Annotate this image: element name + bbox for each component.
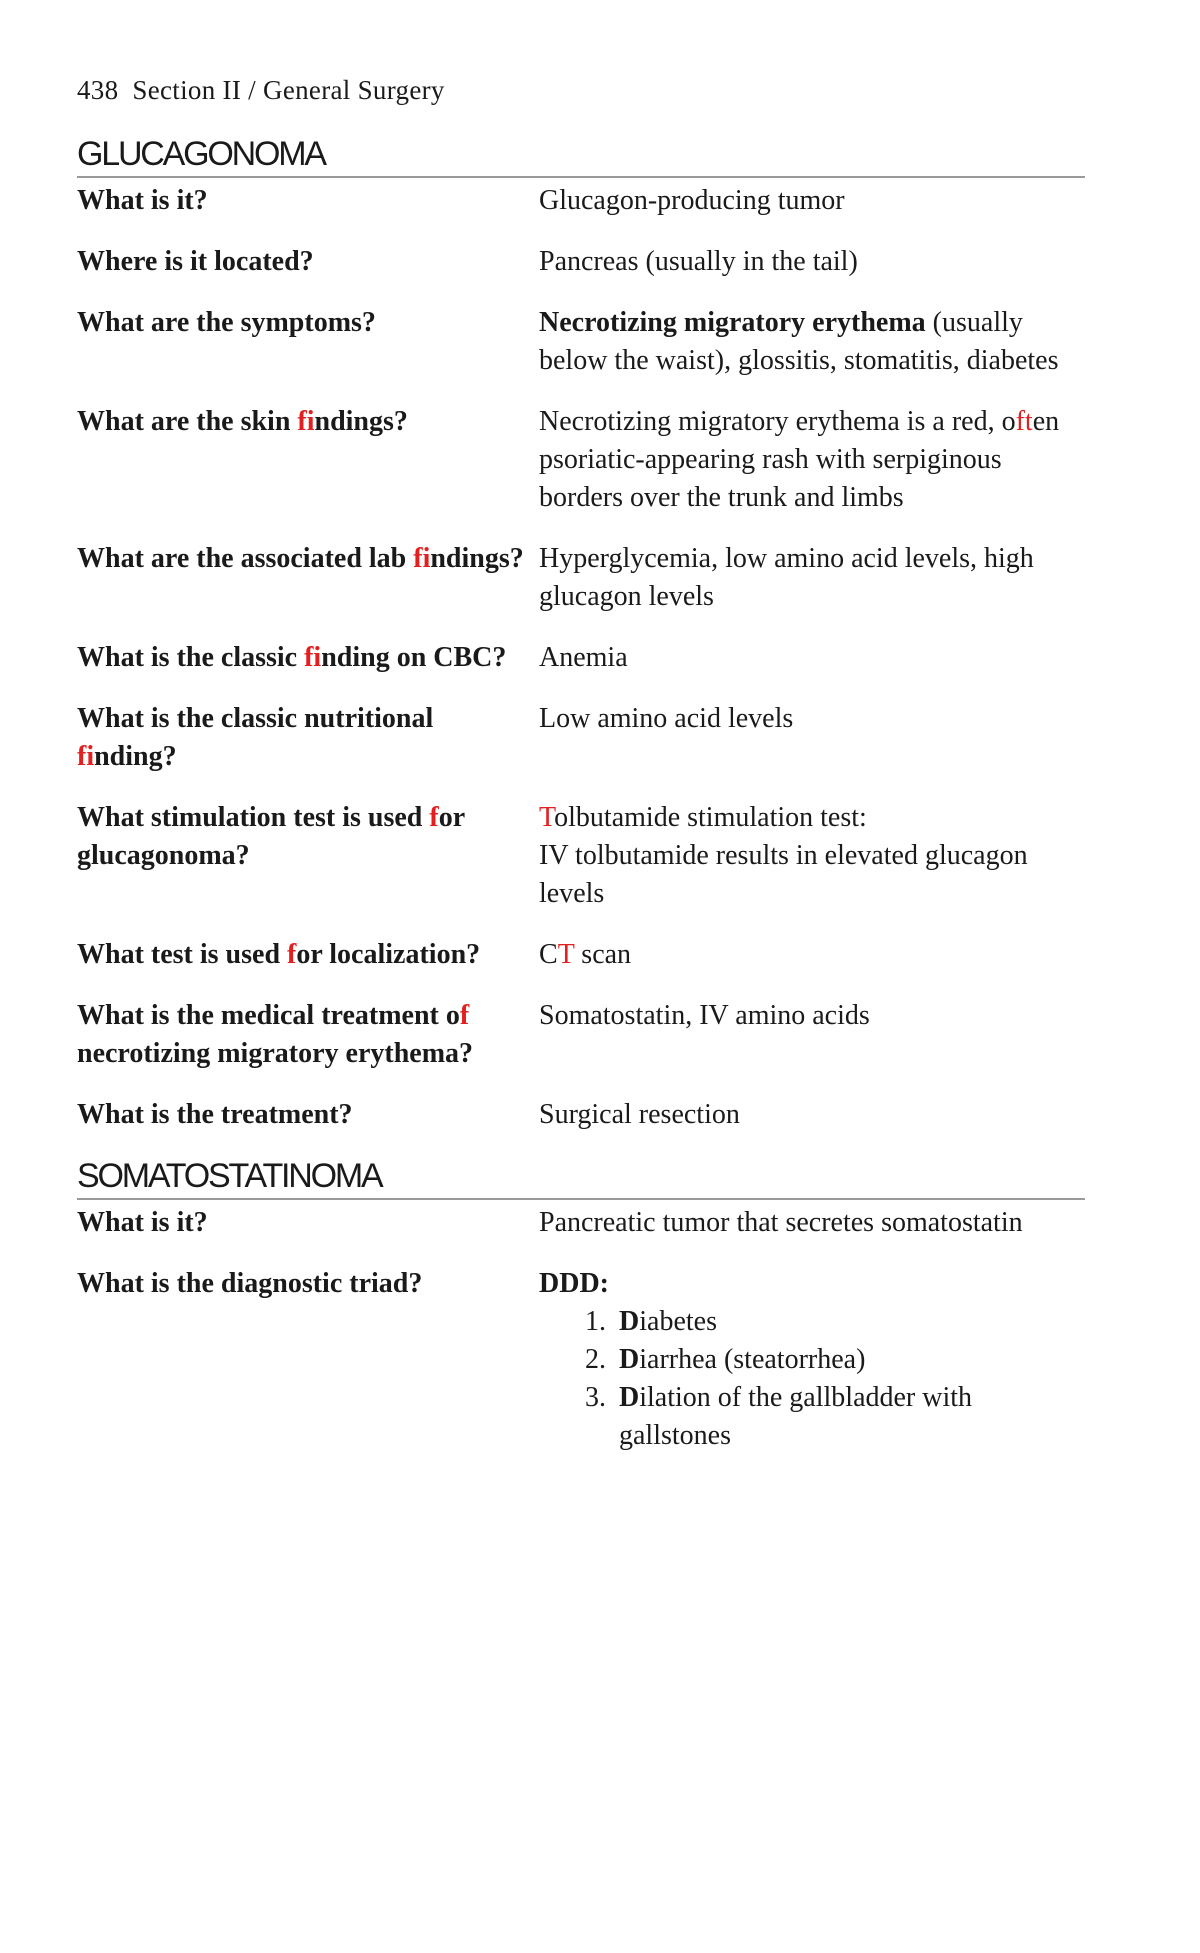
answer-part: C: [539, 939, 558, 970]
red-ligature: f: [459, 1000, 470, 1031]
qa-row: [77, 799, 1085, 913]
question: What is it?: [77, 185, 208, 216]
qa-row: [77, 1096, 1085, 1134]
list-rest: iabetes: [639, 1306, 717, 1337]
glucagonoma-title: GLUCAGONOMA: [77, 132, 1085, 178]
bold-letter: D: [619, 1382, 640, 1413]
question-part: nding?: [94, 741, 177, 772]
answer-part: olbutamide stimulation test:: [554, 802, 867, 833]
answer: [539, 403, 1085, 517]
answer-part: Necrotizing migratory erythema is a red, o: [539, 406, 1016, 437]
question-part: or localization?: [296, 939, 481, 970]
red-letter: T: [557, 939, 575, 970]
answer-part: en psoriatic-appearing rash with serpiginous borders over the trunk and limbs: [539, 406, 1060, 513]
answer: Glucagon-producing tumor: [539, 185, 845, 216]
question-part: What are the associated lab: [77, 543, 414, 574]
red-ligature: f: [287, 939, 297, 970]
question-part: ndings?: [314, 406, 408, 437]
question-part: necrotizing migratory erythema?: [77, 1038, 474, 1069]
qa-row: [77, 403, 1085, 517]
qa-row: [77, 182, 1085, 220]
red-ligature: fi: [413, 543, 431, 574]
question: [77, 936, 539, 974]
question: [77, 403, 539, 517]
question: [77, 639, 539, 677]
answer: Pancreas (usually in the tail): [539, 246, 858, 277]
red-letter: T: [539, 802, 555, 833]
answer-bold: Necrotizing migratory erythema: [539, 307, 926, 338]
answer: Hyperglycemia, low amino acid levels, high glucagon levels: [539, 543, 1034, 612]
question: [77, 540, 539, 616]
answer: Low amino acid levels: [539, 703, 794, 734]
red-ligature: fi: [304, 642, 322, 673]
list-number: 3.: [585, 1382, 606, 1413]
question-part: What is the classic nutritional: [77, 703, 434, 734]
qa-row: [77, 540, 1085, 616]
question-part: nding on CBC?: [321, 642, 507, 673]
qa-row: [77, 1204, 1085, 1242]
list-text: [619, 1341, 1085, 1379]
qa-row: [77, 700, 1085, 776]
answer-line: [539, 799, 1085, 837]
answer-part: scan: [574, 939, 632, 970]
question: What is the diagnostic triad?: [77, 1268, 423, 1299]
question-part: What are the skin: [77, 406, 298, 437]
list-item: [585, 1379, 1085, 1455]
answer: Anemia: [539, 642, 628, 673]
page-number: 438: [77, 75, 119, 105]
answer: Surgical resection: [539, 1099, 740, 1130]
qa-row: [77, 997, 1085, 1073]
list-item: [585, 1341, 1085, 1379]
somatostatinoma-title: SOMATOSTATINOMA: [77, 1154, 1085, 1200]
answer: [539, 304, 1085, 380]
triad-list: [539, 1303, 1085, 1455]
question: [77, 799, 539, 913]
running-head: [77, 70, 1085, 110]
question-part: or glucagonoma?: [77, 802, 465, 871]
red-ligature: fi: [77, 741, 95, 772]
question: [77, 997, 539, 1073]
question: [77, 700, 539, 776]
bold-letter: D: [619, 1306, 640, 1337]
qa-row: [77, 304, 1085, 380]
red-ligature: ft: [1015, 406, 1033, 437]
qa-row: [77, 936, 1085, 974]
triad-heading: DDD:: [539, 1268, 609, 1299]
list-number: 1.: [585, 1306, 606, 1337]
answer: [539, 936, 1085, 974]
answer-rest: (usually below the waist), glossitis, stomatitis, diabetes: [539, 307, 1059, 376]
question-part: What stimulation test is used: [77, 802, 430, 833]
red-ligature: f: [429, 802, 439, 833]
question: What is the treatment?: [77, 1099, 353, 1130]
list-text: [619, 1379, 1085, 1455]
question-part: What is the medical treatment o: [77, 1000, 460, 1031]
question: Where is it located?: [77, 246, 314, 277]
question: What are the symptoms?: [77, 307, 376, 338]
bold-letter: D: [619, 1344, 640, 1375]
qa-row: [77, 1265, 1085, 1455]
answer-line: IV tolbutamide results in elevated glucagon levels: [539, 840, 1028, 909]
list-rest: iarrhea (steatorrhea): [639, 1344, 866, 1375]
list-item: [585, 1303, 1085, 1341]
glucagonoma-qa-list: [77, 182, 1085, 1134]
question: What is it?: [77, 1207, 208, 1238]
answer: Pancreatic tumor that secretes somatostatin: [539, 1207, 1023, 1238]
qa-row: [77, 639, 1085, 677]
answer: [539, 799, 1085, 913]
list-number: 2.: [585, 1344, 606, 1375]
qa-row: [77, 243, 1085, 281]
somatostatinoma-qa-list: [77, 1204, 1085, 1455]
section-label: Section II / General Surgery: [132, 75, 445, 105]
question-part: ndings?: [430, 543, 524, 574]
question-part: What test is used: [77, 939, 288, 970]
red-ligature: fi: [297, 406, 315, 437]
list-rest: ilation of the gallbladder with gallstones: [619, 1382, 973, 1451]
answer: [539, 1265, 1085, 1455]
answer: Somatostatin, IV amino acids: [539, 1000, 870, 1031]
question-part: What is the classic: [77, 642, 305, 673]
book-page: [77, 70, 1085, 1455]
list-text: [619, 1303, 1085, 1341]
